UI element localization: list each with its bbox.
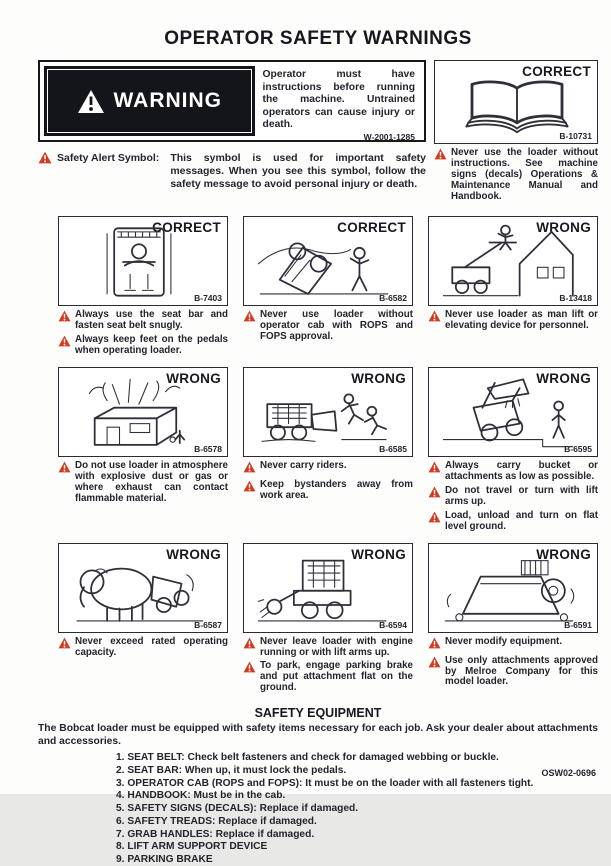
illustration-grid	[58, 216, 598, 705]
warning-decal-label: WARNING	[113, 89, 223, 112]
safety-equipment-item: HANDBOOK: Must be in the cab.	[127, 790, 286, 802]
warning-caption	[428, 486, 598, 508]
warning-caption	[243, 637, 413, 659]
safety-alert-icon	[428, 511, 441, 523]
box-code: B-6595	[564, 443, 592, 454]
safety-equipment-item: OPERATOR CAB (ROPS and FOPS): It must be on the loader with all fasteners tight.	[127, 777, 534, 789]
illustration-box	[243, 216, 413, 306]
warning-decal-code: W-2001-1285	[363, 131, 415, 142]
safety-alert-icon	[428, 461, 441, 473]
safety-alert-label: Safety Alert Symbol:	[57, 152, 160, 164]
warning-caption	[434, 148, 598, 203]
warning-caption	[243, 310, 413, 343]
safety-equipment-item: LIFT ARM SUPPORT DEVICE	[127, 841, 268, 853]
caption-text: Keep bystanders away from work area.	[260, 478, 413, 501]
safety-alert-icon	[428, 656, 441, 668]
safety-equipment-item: SAFETY TREADS: Replace if damaged.	[127, 815, 317, 827]
document-code: OSW02-0696	[541, 768, 596, 778]
grid-cell	[428, 543, 598, 698]
warning-caption	[243, 661, 413, 694]
warning-caption	[58, 310, 228, 332]
book-panel-label: CORRECT	[522, 64, 591, 79]
caption-text: Never use loader as man lift or elevating device for personnel.	[445, 308, 598, 331]
caption-text: Never leave loader with engine running or with lift arms up.	[260, 635, 413, 658]
safety-alert-icon	[434, 148, 447, 160]
warning-caption	[428, 511, 598, 533]
safety-equipment-intro: The Bobcat loader must be equipped with safety items necessary for each job. Ask your dealer about attachments and accessories.	[38, 723, 598, 748]
box-label: WRONG	[536, 546, 591, 562]
safety-alert-icon	[58, 310, 71, 322]
warning-caption	[243, 461, 413, 473]
box-code: B-13418	[559, 292, 592, 303]
book-panel-captions	[434, 148, 598, 203]
safety-alert-icon	[243, 310, 256, 322]
box-label: WRONG	[166, 370, 221, 386]
warning-decal-black-panel	[44, 66, 255, 136]
illustration-box	[428, 367, 598, 457]
caption-text: Always carry bucket or attachments as low as possible.	[445, 459, 598, 482]
warning-caption	[428, 656, 598, 689]
safety-equipment-item: SEAT BELT: Check belt fasteners and check for damaged webbing or buckle.	[127, 752, 499, 764]
box-code: B-6594	[379, 619, 407, 630]
box-label: WRONG	[536, 219, 591, 235]
grid-cell	[243, 216, 413, 360]
grid-cell	[58, 367, 228, 536]
safety-equipment-section	[38, 706, 598, 866]
caption-text: Do not travel or turn with lift arms up.	[445, 484, 598, 507]
page-title: OPERATOR SAFETY WARNINGS	[164, 28, 472, 49]
warning-caption	[243, 480, 413, 502]
box-code: B-6587	[194, 619, 222, 630]
top-section	[38, 60, 598, 206]
grid-cell	[58, 216, 228, 360]
tipping-with-raised-bucket-illustration	[429, 374, 589, 452]
illustration-box	[58, 216, 228, 306]
box-label: WRONG	[351, 370, 406, 386]
safety-alert-icon	[58, 461, 71, 473]
box-code: B-6578	[194, 443, 222, 454]
illustration-box	[243, 367, 413, 457]
warning-decal-message: Operator must have instructions before running the machine. Untrained operators can cause injury or death.	[262, 69, 415, 131]
caption-text: Do not use loader in atmosphere with explosive dust or gas or where exhaust can contact flammable material.	[75, 459, 228, 504]
safety-alert-icon	[243, 461, 256, 473]
safety-alert-icon	[428, 310, 441, 322]
safety-equipment-heading: SAFETY EQUIPMENT	[254, 706, 382, 721]
warning-caption	[58, 335, 228, 357]
box-label: WRONG	[351, 546, 406, 562]
safety-alert-icon	[428, 486, 441, 498]
warning-triangle-icon	[77, 89, 105, 114]
box-code: B-6591	[564, 619, 592, 630]
box-label: WRONG	[536, 370, 591, 386]
safety-equipment-item: GRAB HANDLES: Replace if damaged.	[127, 828, 315, 840]
safety-alert-icon	[243, 661, 256, 673]
tipped-loader-illustration	[244, 223, 404, 301]
caption-text: Never exceed rated operating capacity.	[75, 635, 228, 658]
caption-text: Load, unload and turn on flat level ground.	[445, 509, 598, 532]
book-panel-code: B-10731	[559, 131, 592, 141]
safety-equipment-item: PARKING BRAKE	[127, 853, 213, 865]
caption-text: Never modify equipment.	[445, 635, 563, 647]
loader-as-man-lift-illustration	[429, 223, 589, 301]
box-code: B-7403	[194, 292, 222, 303]
caption-text: Use only attachments approved by Melroe Company for this model loader.	[445, 654, 598, 688]
warning-caption	[428, 310, 598, 332]
grid-cell	[428, 367, 598, 536]
illustration-box	[428, 543, 598, 633]
caption-text: Never use loader without operator cab with ROPS and FOPS approval.	[260, 308, 413, 342]
safety-alert-text: This symbol is used for important safety messages. When you see this symbol, follow the safety message to avoid personal injury or death.	[170, 152, 426, 190]
riders-falling-illustration	[244, 374, 404, 452]
safety-alert-icon	[243, 637, 256, 649]
modified-equipment-illustration	[429, 550, 589, 628]
safety-alert-icon	[38, 151, 52, 164]
grid-cell	[243, 543, 413, 698]
safety-equipment-item: SAFETY SIGNS (DECALS): Replace if damaged.	[127, 803, 359, 815]
open-book-illustration	[453, 75, 581, 135]
illustration-box	[428, 216, 598, 306]
warning-caption	[428, 461, 598, 483]
engine-running-arms-up-illustration	[244, 550, 404, 628]
top-right-column	[434, 60, 598, 206]
explosion-atmosphere-illustration	[59, 374, 219, 452]
box-label: CORRECT	[337, 219, 406, 235]
grid-cell	[58, 543, 228, 698]
caption-text: To park, engage parking brake and put attachment flat on the ground.	[260, 660, 413, 694]
book-panel	[434, 60, 598, 144]
illustration-box	[58, 367, 228, 457]
safety-equipment-list	[38, 752, 598, 866]
caption-text: Always use the seat bar and fasten seat belt snugly.	[75, 308, 228, 331]
box-label: CORRECT	[152, 219, 221, 235]
illustration-box	[58, 543, 228, 633]
box-code: B-6585	[379, 443, 407, 454]
warning-caption	[428, 637, 598, 649]
caption-text: Never carry riders.	[260, 459, 347, 471]
warning-caption	[58, 637, 228, 659]
caption-text: Always keep feet on the pedals when operating loader.	[75, 333, 228, 356]
safety-alert-icon	[58, 637, 71, 649]
top-left-column	[38, 60, 426, 206]
warning-caption	[58, 461, 228, 505]
caption-text: Never use the loader without instructions. See machine signs (decals) Operations & Maintenance Manual and Handbook.	[451, 147, 598, 202]
warning-decal	[38, 60, 426, 142]
safety-alert-icon	[243, 480, 256, 492]
safety-alert-icon	[58, 335, 71, 347]
safety-equipment-item: SEAT BAR: When up, it must lock the pedals.	[127, 764, 347, 776]
box-label: WRONG	[166, 546, 221, 562]
grid-cell	[428, 216, 598, 360]
box-code: B-6582	[379, 292, 407, 303]
operator-with-seat-bar-illustration	[59, 223, 219, 301]
warning-decal-text-area	[255, 66, 420, 142]
elephant-overload-illustration	[59, 550, 219, 628]
safety-alert-note	[38, 151, 426, 190]
safety-alert-icon	[428, 637, 441, 649]
illustration-box	[243, 543, 413, 633]
grid-cell	[243, 367, 413, 536]
